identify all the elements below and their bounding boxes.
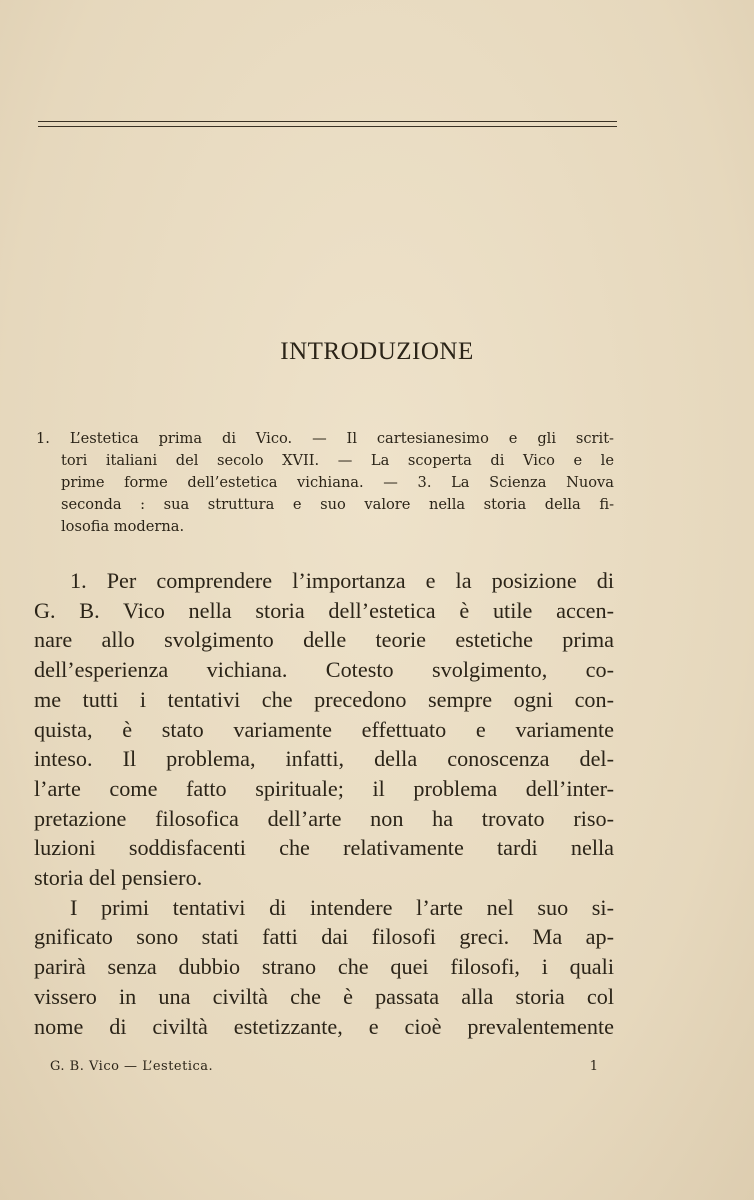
paragraph-line: I primi tentativi di intendere l’arte nel suo si- xyxy=(70,894,614,920)
paragraph-line: pretazione filosofica dell’arte non ha trovato riso- xyxy=(34,805,614,831)
paragraph-line: quista, è stato variamente effettuato e variamente xyxy=(34,716,614,742)
body-text xyxy=(34,566,614,1041)
paragraph-line: luzioni soddisfacenti che relativamente tardi nella xyxy=(34,835,614,861)
paragraph-line: storia del pensiero. xyxy=(34,865,203,891)
paragraph-line: 1. Per comprendere l’importanza e la posizione di xyxy=(70,568,614,593)
paragraph-line: l’arte come fatto spirituale; il problema dell’inter- xyxy=(34,775,614,801)
paragraph-line: vissero in una civiltà che è passata alla storia col xyxy=(34,983,614,1009)
chapter-title: INTRODUZIONE xyxy=(280,338,474,365)
summary-line: tori italiani del secolo XVII. — La scoperta di Vico e le xyxy=(61,452,614,469)
paragraph-line: inteso. Il problema, infatti, della conoscenza del- xyxy=(34,746,614,772)
paragraph-line: dell’esperienza vichiana. Cotesto svolgimento, co- xyxy=(34,657,614,683)
summary-line: 1. L’estetica prima di Vico. — Il cartesianesimo e gli scrit- xyxy=(36,430,614,447)
page-number: 1 xyxy=(589,1059,598,1074)
paragraph-line: nome di civiltà estetizzante, e cioè prevalentemente xyxy=(34,1013,614,1039)
top-rule-inner xyxy=(38,126,617,127)
paragraph-line: gnificato sono stati fatti dai filosofi greci. Ma ap- xyxy=(34,924,614,950)
summary-line: seconda : sua struttura e suo valore nella storia della fi- xyxy=(61,496,614,513)
top-rule-outer xyxy=(38,121,617,122)
running-title: G. B. Vico — L’estetica. xyxy=(50,1059,214,1074)
paragraph-line: me tutti i tentativi che precedono sempre ogni con- xyxy=(34,686,614,712)
summary-line: prime forme dell’estetica vichiana. — 3. La Scienza Nuova xyxy=(61,474,614,491)
paragraph-line: parirà senza dubbio strano che quei filosofi, i quali xyxy=(34,954,614,980)
paragraph-line: nare allo svolgimento delle teorie estetiche prima xyxy=(34,627,614,653)
summary-line: losofia moderna. xyxy=(61,518,185,535)
paragraph-line: G. B. Vico nella storia dell’estetica è utile accen- xyxy=(34,597,614,623)
chapter-summary xyxy=(36,428,614,538)
